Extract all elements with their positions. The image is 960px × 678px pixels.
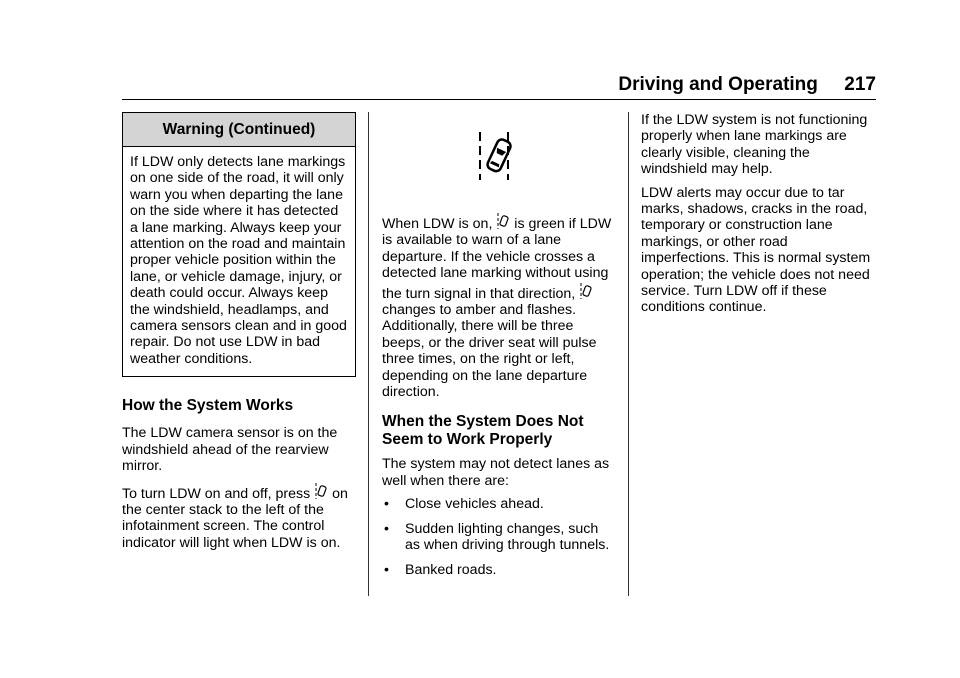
list-item xyxy=(382,496,616,512)
paragraph-turn-on-off xyxy=(122,482,356,552)
column-left xyxy=(122,112,356,558)
warning-text: If LDW only detects lane markings on one side of the road, it will only warn you when departing the lane on the side where it has detected a lane marking. Always keep your attention on the road and maintain proper vehicle position within the lane, or vehicle damage, injury, or death could occur. Always keep the windshield, headlamps, and camera sensors clean and in good repair. Do not use LDW in bad weather conditions. xyxy=(130,154,347,367)
paragraph-text: is green if LDW is available to warn of a lane departure. If the vehicle crosses a detected lane marking without using the turn signal in that direction, xyxy=(382,216,612,302)
list-item-text: Close vehicles ahead. xyxy=(405,496,544,513)
warning-heading: Warning (Continued) xyxy=(123,113,355,147)
bullet: • xyxy=(384,520,389,537)
section-heading-how-works: How the System Works xyxy=(122,397,294,415)
list-item xyxy=(382,562,616,578)
paragraph-text: changes to amber and flashes. Additionally, there will be three beeps, or the driver seat will pulse three times, on the right or left, depending on the lane departure direction. xyxy=(382,302,597,401)
section-heading-not-working: When the System Does Not Seem to Work Properly xyxy=(382,413,584,449)
conditions-list xyxy=(382,496,616,578)
column-divider-right xyxy=(628,112,629,596)
bullet: • xyxy=(384,496,389,513)
bullet: • xyxy=(384,561,389,578)
paragraph-false-alerts: LDW alerts may occur due to tar marks, shadows, cracks in the road, temporary or construction lane markings, or other road imperfections. This is normal system operation; the vehicle does not need service. Turn LDW off if these conditions continue. xyxy=(641,184,871,316)
paragraph-cleaning: If the LDW system is not functioning properly when lane markings are clearly visible, cleaning the windshield may help. xyxy=(641,112,868,178)
list-item-text: Banked roads. xyxy=(405,561,497,578)
paragraph-detect-lanes: The system may not detect lanes as well when there are: xyxy=(382,456,610,489)
paragraph-text: on the center stack to the left of the infotainment screen. The control indicator will light when LDW is on. xyxy=(122,485,348,551)
lane-departure-warning-icon xyxy=(497,212,509,230)
paragraph-ldw-indicator xyxy=(382,212,616,400)
paragraph-text: To turn LDW on and off, press xyxy=(122,485,311,502)
lane-departure-warning-icon xyxy=(478,130,518,182)
list-item-text: Sudden lighting changes, such as when driving through tunnels. xyxy=(405,520,610,554)
lane-departure-warning-icon xyxy=(580,282,592,300)
page-title: Driving and Operating 217 xyxy=(618,74,876,95)
paragraph-camera-location: The LDW camera sensor is on the windshield ahead of the rearview mirror. xyxy=(122,425,338,475)
warning-box xyxy=(122,112,356,377)
column-middle xyxy=(382,112,616,586)
list-item xyxy=(382,521,616,554)
page-header xyxy=(122,70,876,100)
lane-departure-warning-icon xyxy=(315,482,327,500)
column-divider-left xyxy=(368,112,369,596)
paragraph-text: When LDW is on, xyxy=(382,216,493,232)
column-right xyxy=(641,112,877,323)
